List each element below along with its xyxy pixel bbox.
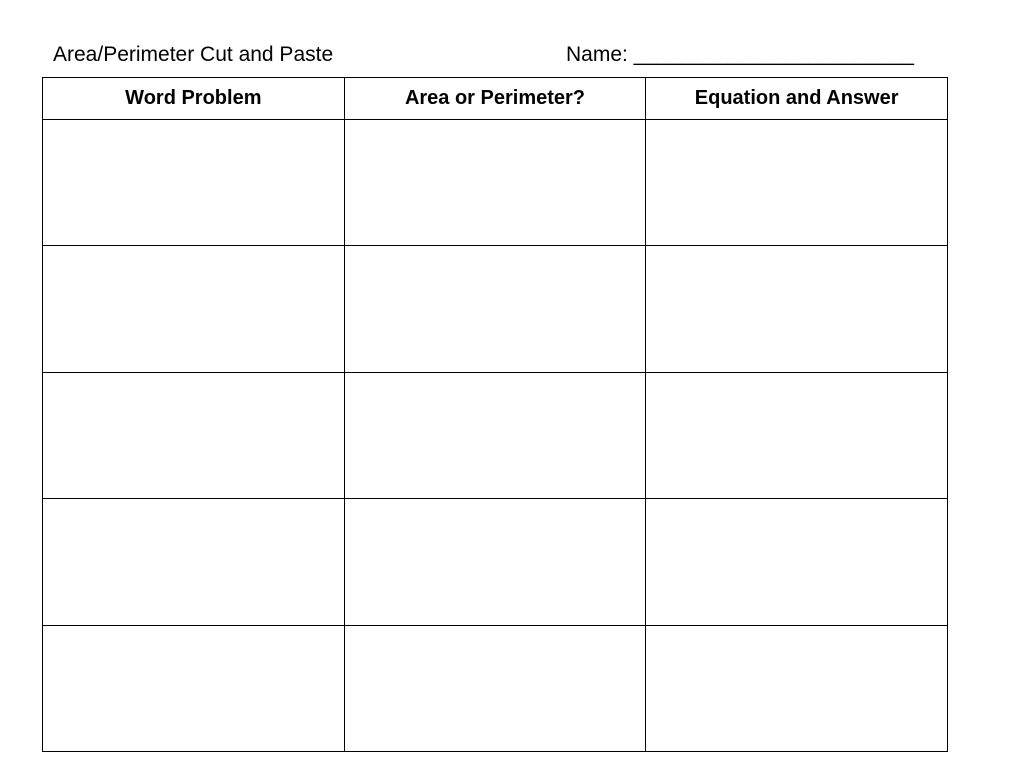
worksheet-title: Area/Perimeter Cut and Paste bbox=[53, 43, 334, 66]
table-cell bbox=[43, 246, 345, 372]
table-cell bbox=[646, 120, 948, 246]
table-row bbox=[43, 625, 948, 751]
table-cell bbox=[344, 120, 646, 246]
column-header-equation-and-answer: Equation and Answer bbox=[646, 78, 948, 120]
table-cell bbox=[43, 625, 345, 751]
table-cell bbox=[646, 372, 948, 498]
column-header-word-problem: Word Problem bbox=[43, 78, 345, 120]
table-row bbox=[43, 372, 948, 498]
table-cell bbox=[43, 120, 345, 246]
table-cell bbox=[344, 625, 646, 751]
table-cell bbox=[344, 246, 646, 372]
table-row bbox=[43, 246, 948, 372]
table-row bbox=[43, 120, 948, 246]
table-cell bbox=[344, 372, 646, 498]
table-cell bbox=[43, 499, 345, 625]
table-header-row bbox=[43, 78, 948, 120]
table-cell bbox=[646, 625, 948, 751]
name-field-label: Name: ________________________ bbox=[566, 43, 914, 66]
worksheet-table bbox=[42, 77, 948, 752]
table-cell bbox=[43, 372, 345, 498]
table-row bbox=[43, 499, 948, 625]
table-cell bbox=[646, 499, 948, 625]
column-header-area-or-perimeter: Area or Perimeter? bbox=[344, 78, 646, 120]
table-cell bbox=[344, 499, 646, 625]
table-cell bbox=[646, 246, 948, 372]
